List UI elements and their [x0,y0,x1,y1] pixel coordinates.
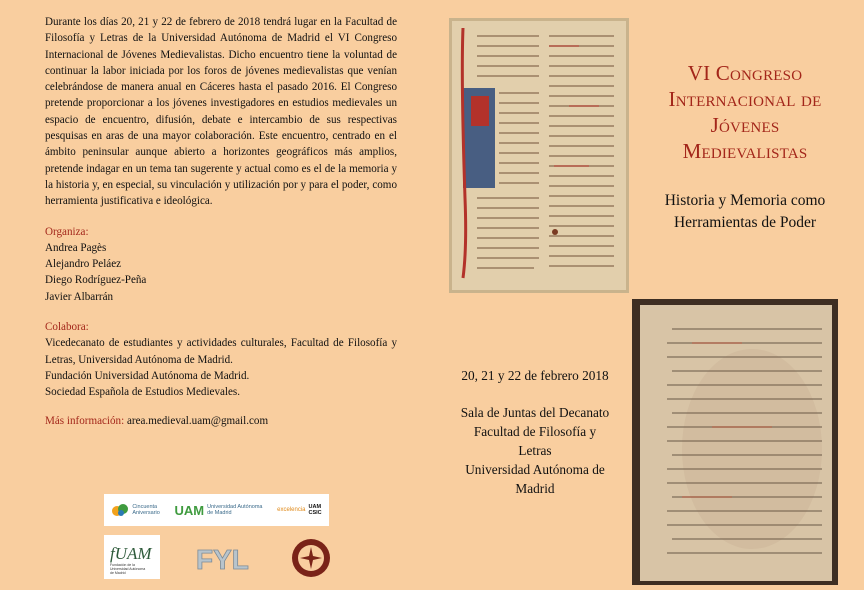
collaborator: Fundación Universidad Autónoma de Madrid. [45,369,250,382]
organizer-name: Andrea Pagès [45,241,107,254]
cincuenta-aniversario-logo [111,503,160,517]
event-venue [440,403,630,498]
venue-line: Facultad de Filosofía y [473,424,597,439]
logo-text: Aniversario [132,510,160,516]
more-info [45,413,397,429]
collaborator: Vicedecanato de estudiantes y actividades culturales, Facultad de Filosofía y Letras, Universidad Autónoma de Madrid. [45,337,397,366]
manuscript-image-arabic [632,299,838,585]
more-info-label: Más información: [45,414,125,427]
sociedad-seal-logo [292,539,330,577]
logo-text: UAM [308,504,322,510]
event-date: 20, 21 y 22 de febrero 2018 [461,368,609,383]
sponsor-logos-top [104,494,329,526]
organizer-name: Diego Rodríguez-Peña [45,274,147,287]
info-column [45,14,397,429]
title-line: Internacional de [668,87,822,111]
organizer-name: Alejandro Peláez [45,258,122,271]
congress-title [640,60,850,164]
cincuenta-mark-icon [111,503,129,517]
title-line: VI Congreso [687,61,803,85]
venue-line: Sala de Juntas del Decanato [460,405,610,420]
fuam-sub: Fundación de la [110,563,135,567]
logo-text: Cincuenta [132,504,158,510]
colabora-section [45,319,397,400]
logo-text: excelencia [277,507,306,513]
excelencia-logo [277,504,322,516]
logo-text: de Madrid [207,510,232,516]
logo-text: CSIC [308,510,322,516]
venue-line: Letras [518,443,552,458]
uam-mark: UAM [174,502,205,518]
collaborator: Sociedad Española de Estudios Medievales. [45,386,241,399]
fuam-logo [104,535,160,579]
title-line: Jóvenes [710,113,780,137]
event-details [440,366,630,498]
venue-line: Madrid [515,481,555,496]
fuam-sub: de Madrid [110,571,126,575]
organiza-title: Organiza: [45,225,89,238]
fyl-mark: FYL [196,544,249,575]
contact-email[interactable]: area.medieval.uam@gmail.com [126,414,269,427]
logo-text: Universidad Autónoma [207,504,263,510]
fuam-sub: Universidad Autónoma [110,567,146,571]
fuam-mark: fUAM [110,544,152,563]
title-line: Medievalistas [682,139,808,163]
organizer-name: Javier Albarrán [45,290,114,303]
fyl-logo [196,544,249,575]
organiza-section [45,224,397,305]
manuscript-image-illuminated [449,18,629,293]
uam-logo [175,503,263,518]
subtitle-line: Herramientas de Poder [673,214,817,231]
congress-subtitle [640,190,850,234]
sponsor-logos-bottom [104,535,349,579]
subtitle-line: Historia y Memoria como [664,192,826,209]
venue-line: Universidad Autónoma de [465,462,605,477]
colabora-title: Colabora: [45,321,89,334]
intro-paragraph: Durante los días 20, 21 y 22 de febrero de 2018 tendrá lugar en la Facultad de Filosofía y Letras de la Universidad Autónoma de Madrid el VI Congreso Internacional de Jóvenes Medievalistas. Dicho encuentro tiene la voluntad de continuar la labor iniciada por los foros de jóvenes medievalistas que venían celebrándose de manera anual en Cáceres hasta el pasado 2016. El Congreso pretende proporcionar a los jóvenes investigadores en estudios medievales un espacio de encuentro, difusión, debate e intercambio de sus respectivas pesquisas en aras de una mayor colaboración. Este encuentro, centrado en el ámbito peninsular aunque abierto a horizontes geográficos más amplios, pretende indagar en un tema tan sugerente y actual como es el de la memoria y la historia y, en especial, su vinculación y utilización por y para el poder, como herramienta justificativa e ideológica. [45,16,397,208]
